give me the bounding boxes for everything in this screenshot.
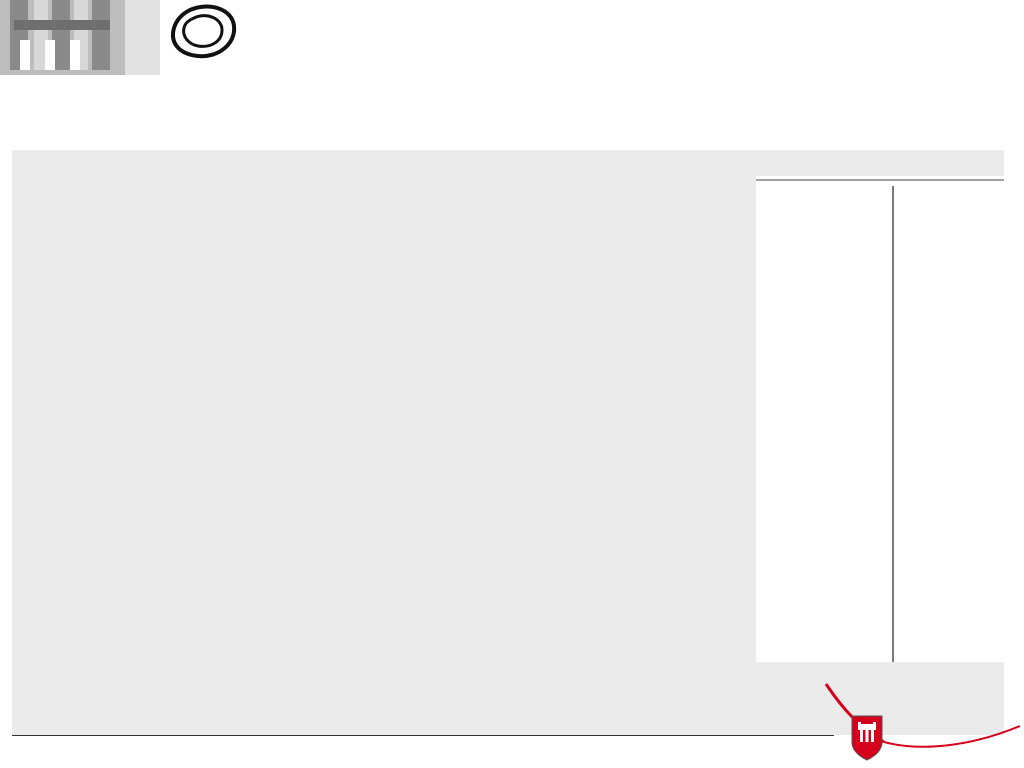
vorarlberg-brand-logo <box>822 678 1024 768</box>
footer-divider <box>12 735 834 736</box>
header-building-graphic <box>0 0 160 75</box>
coat-of-arms-icon <box>852 716 882 760</box>
institute-logo-icon <box>168 2 240 62</box>
temperature-reconstruction-figure <box>756 176 1004 662</box>
